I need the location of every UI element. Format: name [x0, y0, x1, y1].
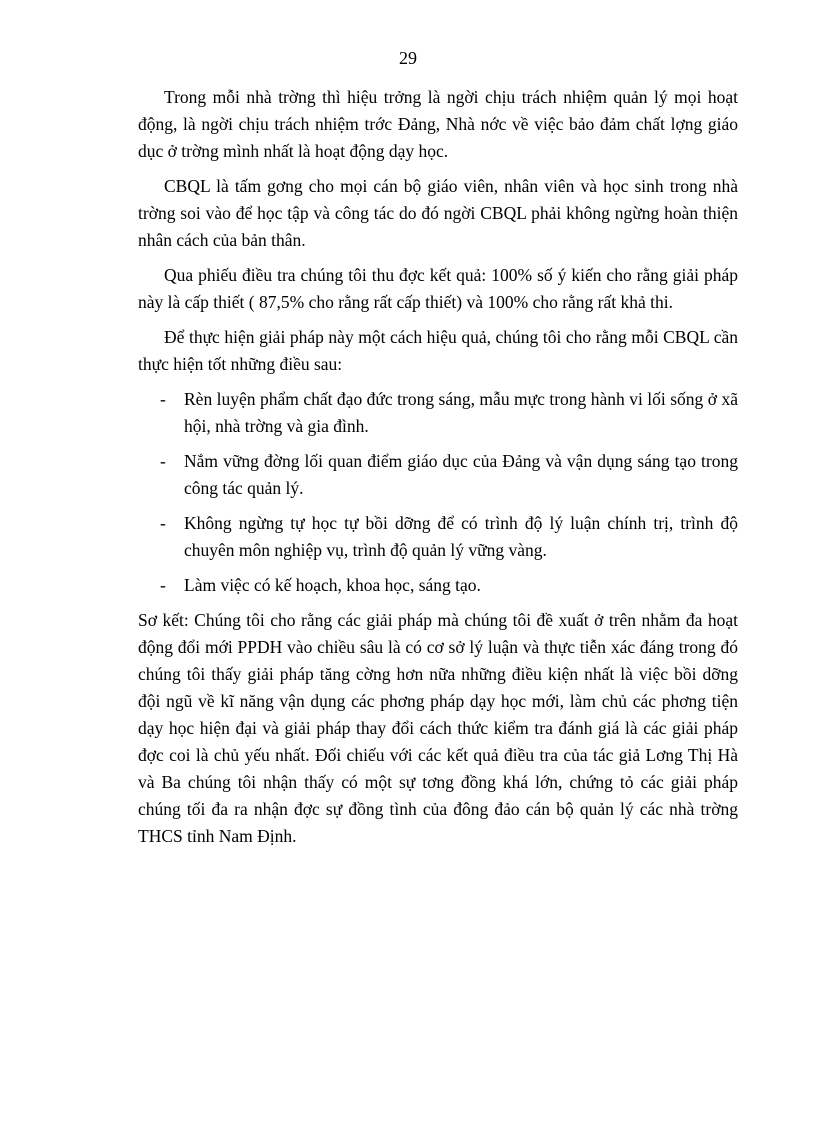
paragraph-cbql-role-model: CBQL là tấm gơng cho mọi cán bộ giáo viên, nhân viên và học sinh trong nhà trờng soi vào để học tập và công tác do đó ngời CBQL phải không ngừng hoàn thiện nhân cách của bản thân.: [138, 176, 738, 250]
list-item: [138, 448, 738, 502]
paragraph-survey-results: Qua phiếu điều tra chúng tôi thu đợc kết quả: 100% số ý kiến cho rằng giải pháp này là cấp thiết ( 87,5% cho rằng rất cấp thiết) và 100% cho rằng rất khả thi.: [138, 265, 738, 312]
list-item-text: Nắm vững đờng lối quan điểm giáo dục của Đảng và vận dụng sáng tạo trong công tác quản lý.: [184, 451, 738, 498]
list-item-text: Không ngừng tự học tự bồi dỡng để có trình độ lý luận chính trị, trình độ chuyên môn nghiệp vụ, trình độ quản lý vững vàng.: [184, 513, 738, 560]
dash-bullet: -: [160, 389, 166, 409]
list-item: [138, 386, 738, 440]
requirements-list: [138, 386, 738, 599]
page-number: 29: [399, 48, 417, 68]
paragraph-implementation-intro: Để thực hiện giải pháp này một cách hiệu quả, chúng tôi cho rằng mỗi CBQL cần thực hiện tốt những điều sau:: [138, 327, 738, 374]
list-item: [138, 572, 738, 599]
dash-bullet: -: [160, 575, 166, 595]
dash-bullet: -: [160, 513, 166, 533]
paragraph-summary: Sơ kết: Chúng tôi cho rằng các giải pháp mà chúng tôi đề xuất ở trên nhằm đa hoạt động đổi mới PPDH vào chiều sâu là có cơ sở lý luận và thực tiễn xác đáng trong đó chúng tôi thấy giải pháp tăng cờng hơn nữa những điều kiện nhất là việc bồi dỡng đội ngũ về kĩ năng vận dụng các phơng pháp dạy học mới, làm chủ các phơng tiện dạy học hiện đại và giải pháp thay đổi cách thức kiểm tra đánh giá là các giải pháp đợc coi là chủ yếu nhất. Đối chiếu với các kết quả điều tra của tác giả Lơng Thị Hà và Ba chúng tôi nhận thấy có một sự tơng đồng khá lớn, chứng tỏ các giải pháp chúng tối đa ra nhận đợc sự đồng tình của đông đảo cán bộ quản lý các nhà trờng THCS tỉnh Nam Định.: [138, 610, 738, 846]
list-item-text: Rèn luyện phẩm chất đạo đức trong sáng, mẫu mực trong hành vi lối sống ở xã hội, nhà trờng và gia đình.: [184, 389, 738, 436]
list-item-text: Làm việc có kế hoạch, khoa học, sáng tạo.: [184, 575, 481, 595]
list-item: [138, 510, 738, 564]
paragraph-principal-responsibility: Trong mỗi nhà trờng thì hiệu trởng là ngời chịu trách nhiệm quản lý mọi hoạt động, là ngời chịu trách nhiệm trớc Đảng, Nhà nớc về việc bảo đảm chất lợng giáo dục ở trờng mình nhất là hoạt động dạy học.: [138, 87, 738, 161]
dash-bullet: -: [160, 451, 166, 471]
document-body: [138, 84, 738, 858]
